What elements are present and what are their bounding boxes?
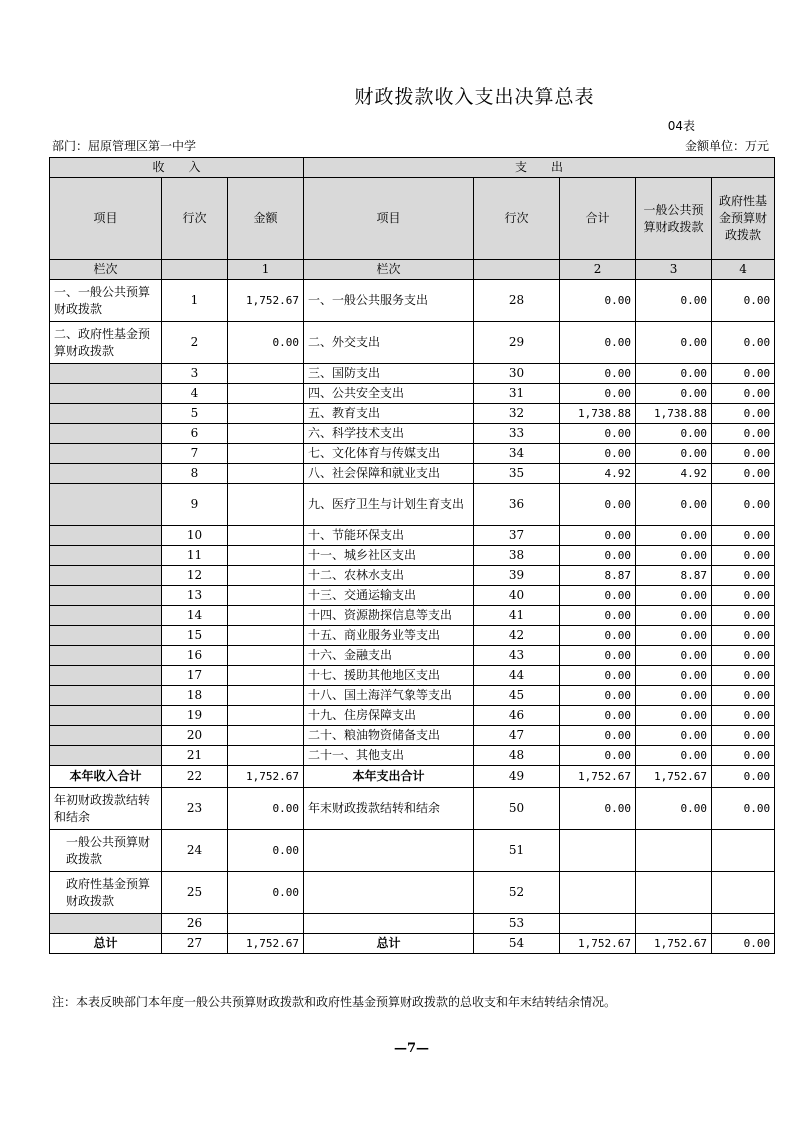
income-line: 6 [162,424,228,444]
expense-item: 十三、交通运输支出 [304,586,474,606]
table-row [50,646,775,666]
income-amount [228,606,304,626]
page-title: 财政拨款收入支出决算总表 [354,86,595,108]
expense-item: 二十一、其他支出 [304,746,474,766]
column-number-row [50,260,775,280]
expense-line: 35 [474,464,560,484]
expense-line: 32 [474,404,560,424]
income-item [50,726,162,746]
expense-item: 年末财政拨款结转和结余 [304,788,474,830]
table-row [50,322,775,364]
income-amount [228,726,304,746]
income-line: 23 [162,788,228,830]
income-amount: 0.00 [228,322,304,364]
income-amount [228,566,304,586]
income-amount [228,364,304,384]
income-item [50,546,162,566]
table-row [50,626,775,646]
income-amount [228,546,304,566]
income-amount [228,746,304,766]
budget-table [49,157,775,954]
general-budget-amount: 0.00 [636,384,712,404]
income-item [50,586,162,606]
expense-item: 八、社会保障和就业支出 [304,464,474,484]
table-row [50,586,775,606]
income-line: 14 [162,606,228,626]
income-line: 12 [162,566,228,586]
general-budget-amount: 0.00 [636,280,712,322]
table-row [50,872,775,914]
expense-item [304,914,474,934]
general-budget-amount: 0.00 [636,788,712,830]
expense-line: 28 [474,280,560,322]
table-row [50,686,775,706]
expense-total: 8.87 [560,566,636,586]
expense-item: 十八、国土海洋气象等支出 [304,686,474,706]
expense-item: 四、公共安全支出 [304,384,474,404]
general-budget-amount: 0.00 [636,746,712,766]
income-item [50,384,162,404]
general-budget-amount: 0.00 [636,666,712,686]
income-amount [228,586,304,606]
income-amount: 0.00 [228,830,304,872]
income-item: 年初财政拨款结转和结余 [50,788,162,830]
general-budget-amount: 0.00 [636,484,712,526]
income-amount [228,444,304,464]
col-label-income: 栏次 [50,260,162,280]
income-line: 8 [162,464,228,484]
table-row [50,280,775,322]
table-row [50,464,775,484]
general-budget-amount: 0.00 [636,626,712,646]
income-amount [228,686,304,706]
fund-budget-amount: 0.00 [712,626,775,646]
income-item [50,464,162,484]
expense-item: 二十、粮油物资储备支出 [304,726,474,746]
expense-line: 33 [474,424,560,444]
expense-line: 50 [474,788,560,830]
fund-budget-amount [712,872,775,914]
income-amount: 0.00 [228,872,304,914]
income-header: 收 入 [50,158,304,178]
expense-header: 支 出 [304,158,775,178]
page-number: —7— [393,1041,430,1056]
income-item [50,626,162,646]
income-line: 2 [162,322,228,364]
income-line: 3 [162,364,228,384]
income-amount [228,914,304,934]
income-item [50,686,162,706]
fund-budget-amount: 0.00 [712,586,775,606]
expense-total: 0.00 [560,706,636,726]
col-number-4: 4 [712,260,775,280]
income-item: 政府性基金预算财政拨款 [50,872,162,914]
income-line: 19 [162,706,228,726]
col-number-2: 2 [560,260,636,280]
general-budget-amount: 0.00 [636,424,712,444]
table-row [50,404,775,424]
income-amount: 1,752.67 [228,280,304,322]
income-line-header: 行次 [162,178,228,260]
fund-budget-amount: 0.00 [712,424,775,444]
expense-line: 36 [474,484,560,526]
table-row [50,666,775,686]
income-item [50,746,162,766]
table-row [50,726,775,746]
general-budget-amount: 0.00 [636,586,712,606]
table-row [50,606,775,626]
general-budget-header: 一般公共预算财政拨款 [636,178,712,260]
income-item [50,364,162,384]
fund-budget-amount: 0.00 [712,444,775,464]
expense-total: 0.00 [560,484,636,526]
expense-item: 二、外交支出 [304,322,474,364]
income-amount [228,706,304,726]
expense-total: 1,752.67 [560,934,636,954]
expense-item: 十二、农林水支出 [304,566,474,586]
expense-total: 0.00 [560,444,636,464]
general-budget-amount: 1,752.67 [636,766,712,788]
expense-item: 本年支出合计 [304,766,474,788]
income-line: 13 [162,586,228,606]
fund-budget-amount: 0.00 [712,788,775,830]
fund-budget-amount: 0.00 [712,404,775,424]
expense-line: 34 [474,444,560,464]
fund-budget-amount: 0.00 [712,464,775,484]
income-amount: 1,752.67 [228,934,304,954]
table-row [50,526,775,546]
income-amount [228,646,304,666]
income-line: 7 [162,444,228,464]
income-line: 20 [162,726,228,746]
fund-budget-amount: 0.00 [712,726,775,746]
income-item: 一般公共预算财政拨款 [50,830,162,872]
expense-total: 0.00 [560,424,636,444]
expense-total: 0.00 [560,746,636,766]
expense-total: 4.92 [560,464,636,484]
expense-line: 38 [474,546,560,566]
income-item [50,404,162,424]
income-amount [228,404,304,424]
expense-total: 0.00 [560,788,636,830]
expense-line: 51 [474,830,560,872]
expense-total: 0.00 [560,646,636,666]
expense-item-header: 项目 [304,178,474,260]
income-item [50,444,162,464]
income-amount [228,384,304,404]
expense-item: 总计 [304,934,474,954]
expense-total: 0.00 [560,626,636,646]
fund-budget-amount: 0.00 [712,484,775,526]
fund-budget-amount: 0.00 [712,746,775,766]
income-line: 24 [162,830,228,872]
expense-line: 31 [474,384,560,404]
expense-total: 0.00 [560,322,636,364]
table-row [50,746,775,766]
expense-line-header: 行次 [474,178,560,260]
table-row [50,706,775,726]
expense-line: 42 [474,626,560,646]
expense-total: 0.00 [560,606,636,626]
general-budget-amount [636,872,712,914]
income-amount [228,464,304,484]
expense-line: 46 [474,706,560,726]
table-row [50,934,775,954]
income-line: 4 [162,384,228,404]
table-row [50,444,775,464]
general-budget-amount: 0.00 [636,444,712,464]
expense-line: 39 [474,566,560,586]
fund-budget-amount: 0.00 [712,364,775,384]
expense-item: 六、科学技术支出 [304,424,474,444]
expense-item: 十一、城乡社区支出 [304,546,474,566]
fund-budget-amount: 0.00 [712,934,775,954]
income-line: 5 [162,404,228,424]
fund-budget-amount [712,914,775,934]
fund-budget-amount: 0.00 [712,546,775,566]
expense-item: 十七、援助其他地区支出 [304,666,474,686]
general-budget-amount: 0.00 [636,646,712,666]
income-amount [228,526,304,546]
expense-line: 40 [474,586,560,606]
income-line: 22 [162,766,228,788]
income-line: 9 [162,484,228,526]
expense-total: 0.00 [560,364,636,384]
fund-budget-amount: 0.00 [712,706,775,726]
table-row [50,424,775,444]
expense-total: 1,738.88 [560,404,636,424]
table-row [50,788,775,830]
general-budget-amount: 0.00 [636,726,712,746]
column-header-row [50,178,775,260]
general-budget-amount: 1,752.67 [636,934,712,954]
income-line: 10 [162,526,228,546]
income-line: 25 [162,872,228,914]
expense-item: 十四、资源勘探信息等支出 [304,606,474,626]
expense-total: 0.00 [560,686,636,706]
income-item [50,914,162,934]
general-budget-amount: 1,738.88 [636,404,712,424]
income-amount [228,666,304,686]
expense-item: 十九、住房保障支出 [304,706,474,726]
expense-total: 0.00 [560,586,636,606]
fund-budget-amount: 0.00 [712,686,775,706]
income-item [50,606,162,626]
income-line: 21 [162,746,228,766]
expense-total: 0.00 [560,384,636,404]
expense-total: 1,752.67 [560,766,636,788]
income-item [50,666,162,686]
expense-line: 41 [474,606,560,626]
fund-budget-amount: 0.00 [712,606,775,626]
expense-total [560,830,636,872]
expense-item: 十、节能环保支出 [304,526,474,546]
general-budget-amount: 4.92 [636,464,712,484]
section-header-row [50,158,775,178]
col-number-3: 3 [636,260,712,280]
table-row [50,384,775,404]
general-budget-amount: 0.00 [636,606,712,626]
general-budget-amount: 0.00 [636,322,712,364]
general-budget-amount [636,914,712,934]
expense-line: 45 [474,686,560,706]
unit-label: 金额单位：万元 [684,139,769,153]
footnote: 注：本表反映部门本年度一般公共预算财政拨款和政府性基金预算财政拨款的总收支和年末结转结余情况。 [52,995,617,1009]
expense-item [304,872,474,914]
expense-line: 37 [474,526,560,546]
fund-budget-amount: 0.00 [712,280,775,322]
expense-total: 0.00 [560,546,636,566]
income-amount [228,484,304,526]
fund-budget-amount: 0.00 [712,766,775,788]
income-item [50,706,162,726]
table-row [50,484,775,526]
expense-line: 54 [474,934,560,954]
general-budget-amount: 0.00 [636,526,712,546]
income-amount [228,626,304,646]
income-item-header: 项目 [50,178,162,260]
fund-budget-amount: 0.00 [712,566,775,586]
expense-total [560,872,636,914]
expense-line: 48 [474,746,560,766]
expense-item: 九、医疗卫生与计划生育支出 [304,484,474,526]
expense-item: 五、教育支出 [304,404,474,424]
expense-item: 七、文化体育与传媒支出 [304,444,474,464]
expense-line: 43 [474,646,560,666]
expense-item: 一、一般公共服务支出 [304,280,474,322]
income-item [50,646,162,666]
expense-line: 30 [474,364,560,384]
income-item: 二、政府性基金预算财政拨款 [50,322,162,364]
income-line: 26 [162,914,228,934]
department-label: 部门：屈原管理区第一中学 [52,139,197,153]
general-budget-amount: 0.00 [636,706,712,726]
table-row [50,566,775,586]
income-line: 27 [162,934,228,954]
general-budget-amount [636,830,712,872]
expense-line: 47 [474,726,560,746]
table-row [50,830,775,872]
income-line: 1 [162,280,228,322]
expense-line: 49 [474,766,560,788]
expense-line: 52 [474,872,560,914]
col-label-expense: 栏次 [304,260,474,280]
table-row [50,546,775,566]
fund-budget-amount: 0.00 [712,526,775,546]
expense-line: 53 [474,914,560,934]
income-amount: 0.00 [228,788,304,830]
income-item [50,484,162,526]
income-item: 一、一般公共预算财政拨款 [50,280,162,322]
col-number-1: 1 [228,260,304,280]
expense-total: 0.00 [560,526,636,546]
expense-line: 44 [474,666,560,686]
expense-total: 0.00 [560,666,636,686]
table-row [50,914,775,934]
fund-budget-amount: 0.00 [712,322,775,364]
expense-total: 0.00 [560,280,636,322]
income-line: 16 [162,646,228,666]
expense-total [560,914,636,934]
income-item [50,566,162,586]
general-budget-amount: 0.00 [636,546,712,566]
income-amount [228,424,304,444]
income-line: 11 [162,546,228,566]
general-budget-amount: 0.00 [636,686,712,706]
expense-item: 三、国防支出 [304,364,474,384]
income-item [50,424,162,444]
total-header: 合计 [560,178,636,260]
table-row [50,364,775,384]
fund-budget-amount: 0.00 [712,666,775,686]
fund-budget-amount [712,830,775,872]
fund-budget-amount: 0.00 [712,384,775,404]
general-budget-amount: 8.87 [636,566,712,586]
income-item: 总计 [50,934,162,954]
form-number: 04表 [667,119,695,133]
fund-budget-header: 政府性基金预算财政拨款 [712,178,775,260]
income-amount-header: 金额 [228,178,304,260]
general-budget-amount: 0.00 [636,364,712,384]
income-item: 本年收入合计 [50,766,162,788]
fund-budget-amount: 0.00 [712,646,775,666]
expense-line: 29 [474,322,560,364]
expense-item [304,830,474,872]
expense-item: 十六、金融支出 [304,646,474,666]
expense-item: 十五、商业服务业等支出 [304,626,474,646]
income-line: 17 [162,666,228,686]
income-amount: 1,752.67 [228,766,304,788]
table-body [50,280,775,954]
income-line: 15 [162,626,228,646]
income-line: 18 [162,686,228,706]
expense-total: 0.00 [560,726,636,746]
income-item [50,526,162,546]
table-row [50,766,775,788]
